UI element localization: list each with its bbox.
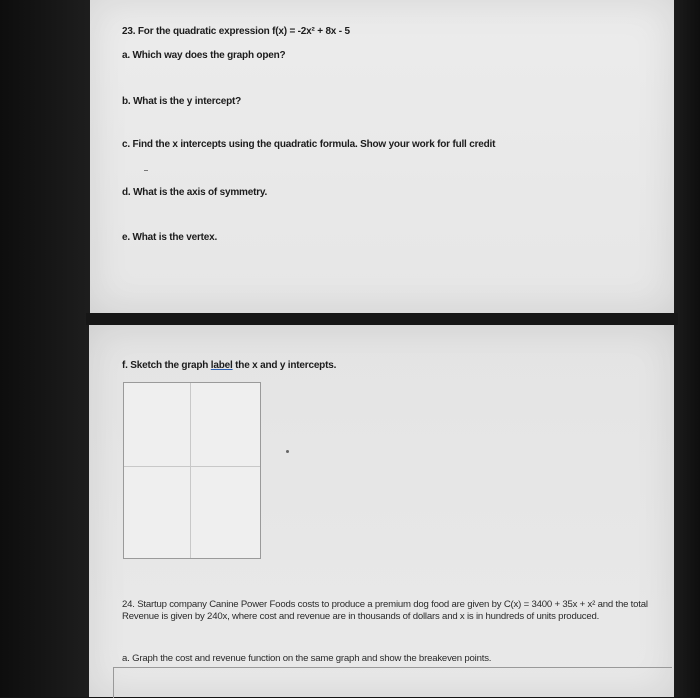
paper-speck	[286, 450, 289, 453]
page-gap	[86, 313, 678, 325]
question-23f-prefix: f. Sketch the graph	[122, 360, 211, 371]
question-23-title: 23. For the quadratic expression f(x) = -2x² + 8x - 5	[122, 26, 350, 37]
background-left	[0, 0, 92, 697]
worksheet-page-top	[90, 0, 674, 313]
background-right	[670, 0, 700, 697]
graph-vertical-line	[190, 383, 191, 558]
question-24-text: 24. Startup company Canine Power Foods costs to produce a premium dog food are given by C(x) = 3400 + 35x + x² and the total Revenue is given by 240x, where cost and revenue are in thousands of dollars and x is in hundreds of units produced.	[122, 599, 648, 622]
pen-mark	[144, 170, 148, 171]
sketch-graph-area[interactable]	[123, 382, 261, 559]
graph-horizontal-line	[124, 466, 260, 467]
question-23f	[122, 360, 336, 371]
question-24a: a. Graph the cost and revenue function on the same graph and show the breakeven points.	[122, 653, 492, 664]
question-23c: c. Find the x intercepts using the quadratic formula. Show your work for full credit	[122, 139, 496, 150]
question-23b: b. What is the y intercept?	[122, 96, 242, 107]
question-23d: d. What is the axis of symmetry.	[122, 187, 268, 198]
question-23f-label: label	[210, 360, 233, 371]
question-23f-suffix: the x and y intercepts.	[232, 360, 337, 371]
cost-revenue-graph-area[interactable]	[113, 667, 672, 698]
question-23a: a. Which way does the graph open?	[122, 50, 286, 61]
question-23e: e. What is the vertex.	[122, 232, 218, 243]
